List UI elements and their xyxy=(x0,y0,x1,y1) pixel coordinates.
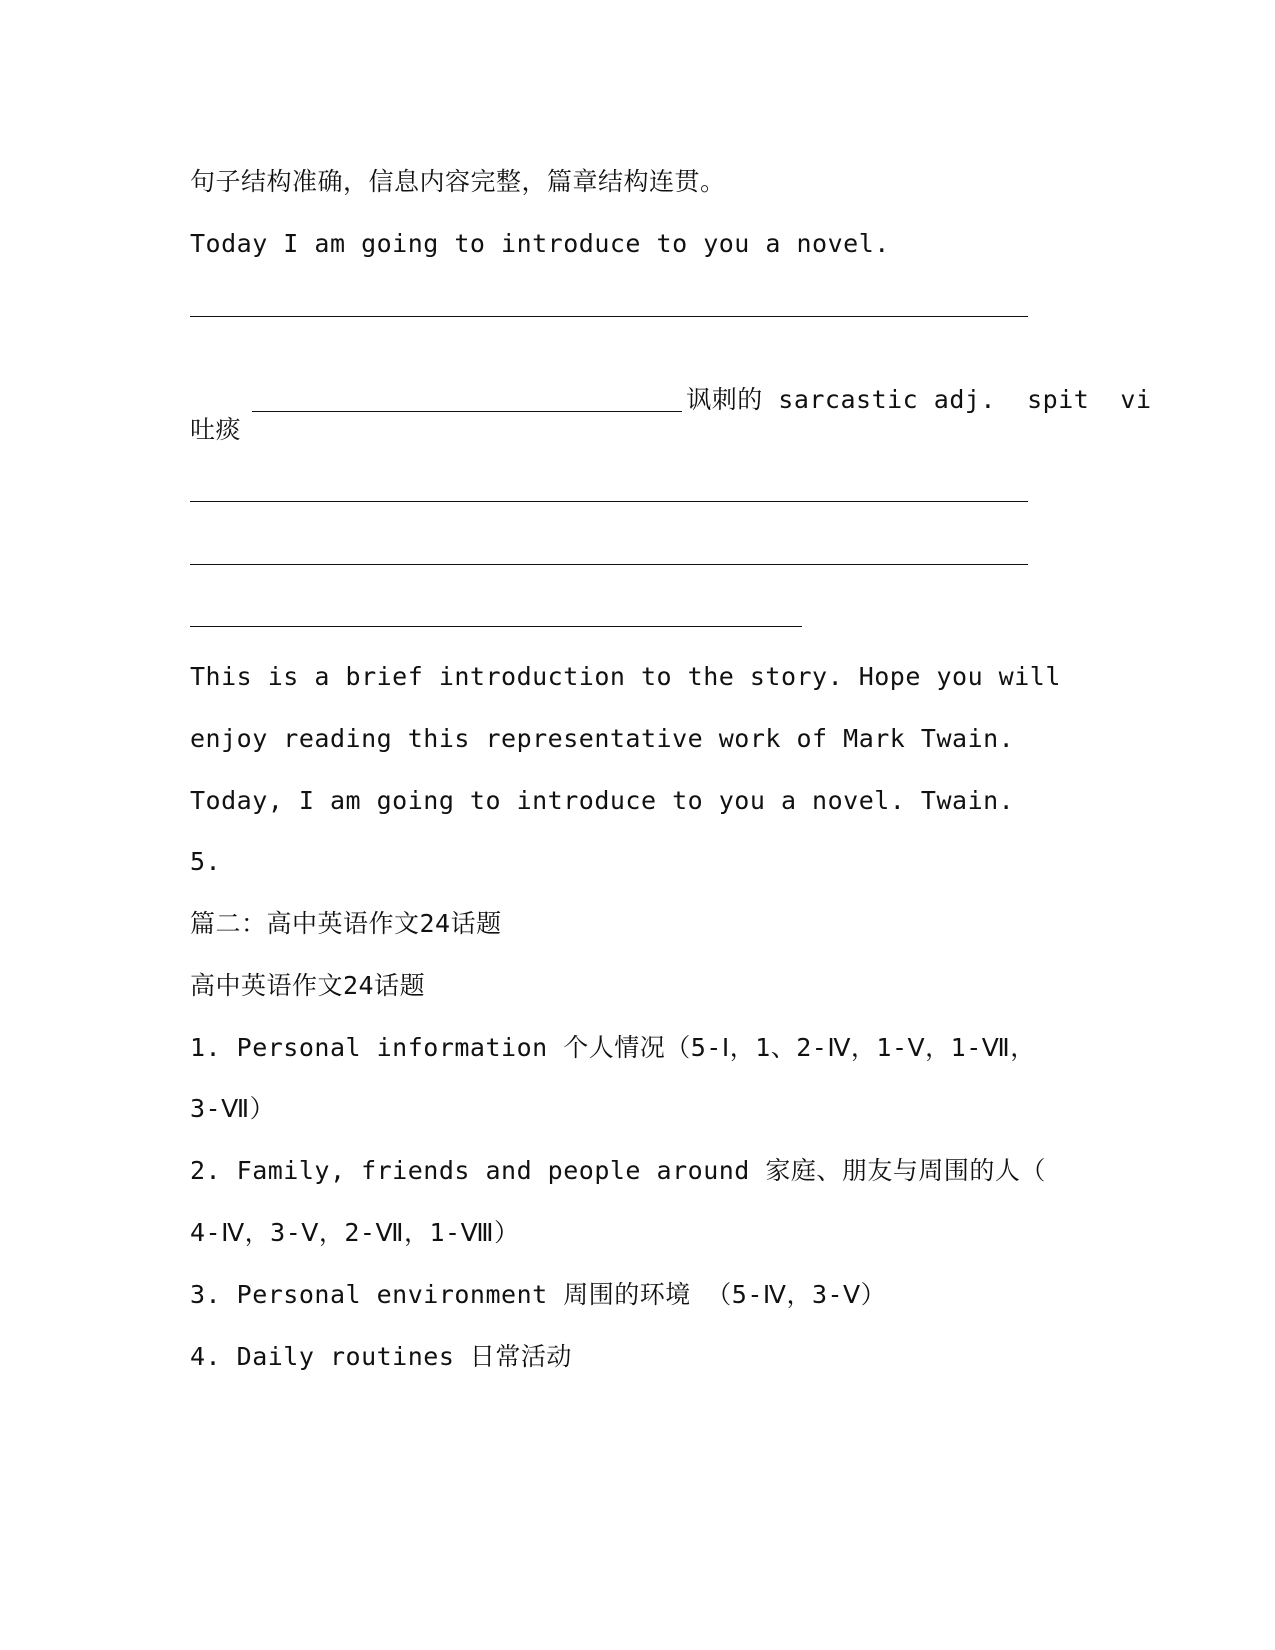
vocab-note: 讽刺的 sarcastic adj. spit vi xyxy=(686,385,1152,414)
answer-blank-line xyxy=(190,316,1028,317)
text-line: This is a brief introduction to the story. Hope you will xyxy=(190,662,1061,691)
topic-item: 4. Daily routines 日常活动 xyxy=(190,1342,572,1371)
topic-item: 3. Personal environment 周围的环境 （5-Ⅳ，3-Ⅴ） xyxy=(190,1280,887,1309)
text-line: enjoy reading this representative work of Mark Twain. xyxy=(190,724,1015,753)
topic-item: 1. Personal information 个人情况（5-Ⅰ，1、2-Ⅳ，1-Ⅴ，1-Ⅶ， xyxy=(190,1033,1036,1062)
text-line: 5. xyxy=(190,847,222,876)
text-line: Today, I am going to introduce to you a novel. Twain. xyxy=(190,786,1015,815)
topic-item-continued: 3-Ⅶ） xyxy=(190,1094,276,1123)
answer-blank-line xyxy=(190,626,802,627)
text-line-with-blank xyxy=(190,352,1152,448)
answer-blank-line xyxy=(190,501,1028,502)
text-line: 句子结构准确，信息内容完整，篇章结构连贯。 xyxy=(190,167,726,196)
topic-item-continued: 4-Ⅳ，3-Ⅴ，2-Ⅶ，1-Ⅷ） xyxy=(190,1218,520,1247)
text-line: 吐痰 xyxy=(190,415,242,444)
section-title: 高中英语作文24话题 xyxy=(190,971,426,1000)
section-heading: 篇二：高中英语作文24话题 xyxy=(190,909,502,938)
answer-blank-line xyxy=(190,564,1028,565)
topic-item: 2. Family, friends and people around 家庭、朋友与周围的人（ xyxy=(190,1156,1046,1185)
answer-blank-inline xyxy=(252,411,682,412)
text-line: Today I am going to introduce to you a novel. xyxy=(190,229,890,258)
